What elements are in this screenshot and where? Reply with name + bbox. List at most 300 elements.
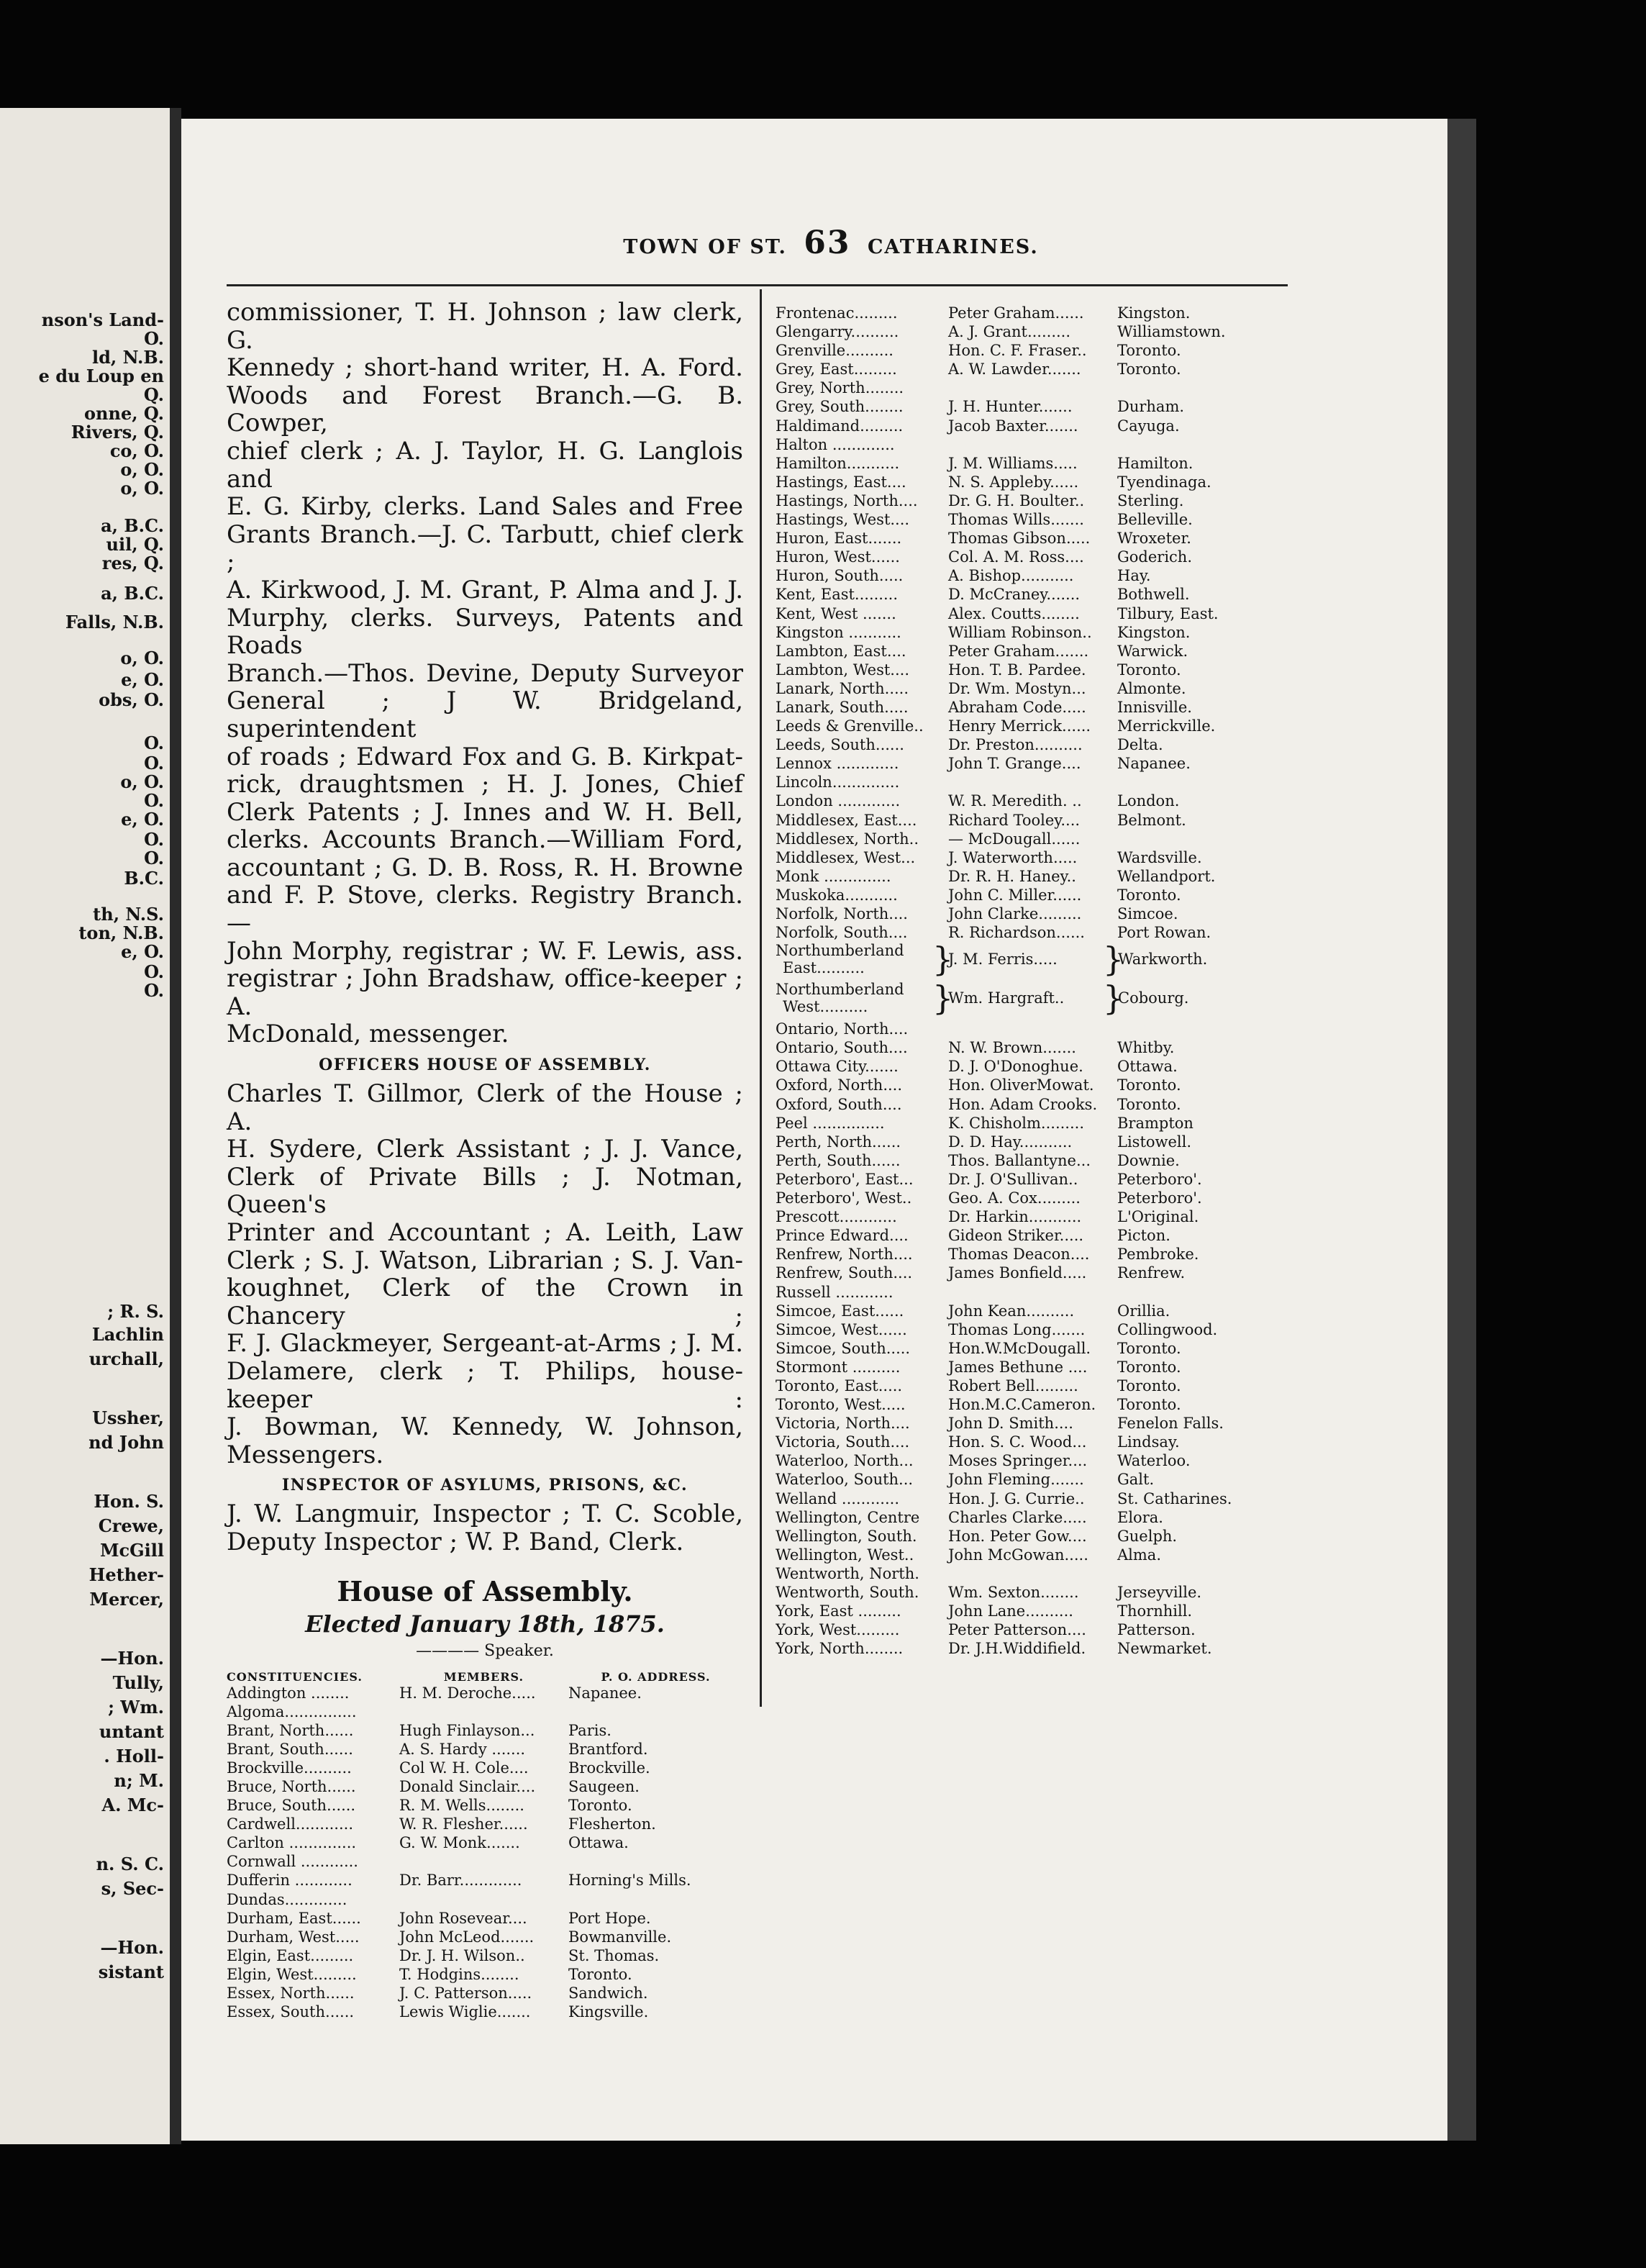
row-constituency: Lanark, North..... [776,679,909,697]
left-page-line: onne, Q. [84,403,164,424]
officers-text [227,1080,743,1469]
row-constituency: West.......... [783,998,868,1016]
text-line: Murphy, clerks. Surveys, Patents and Roads [227,603,743,661]
row-address: Patterson. [1117,1621,1196,1639]
row-address: Newmarket. [1117,1640,1212,1658]
table-row [776,886,1243,904]
row-member: A. S. Hardy ....... [399,1740,526,1758]
row-constituency: Addington ........ [227,1684,350,1702]
row-constituency: Essex, South...... [227,2003,355,2021]
row-constituency: Kingston ........... [776,623,901,641]
row-member: Charles Clarke..... [948,1508,1087,1526]
row-address: Hamilton. [1117,454,1193,472]
table-row [776,1414,1243,1433]
row-member: J. C. Patterson..... [399,1984,532,2002]
row-constituency: Russell ............ [776,1283,894,1301]
row-constituency: Wentworth, North. [776,1564,919,1582]
col-constituencies: CONSTITUENCIES. [227,1669,363,1684]
row-member: Gideon Striker..... [948,1227,1084,1245]
row-member: J. M. Williams..... [948,454,1078,472]
row-member: Thomas Long....... [948,1320,1086,1338]
left-page-line: e, O. [121,669,164,690]
row-address: L'Original. [1117,1208,1199,1226]
row-member [399,1890,568,1909]
table-row [776,830,1243,848]
table-row [227,1984,743,2002]
row-member: D. J. O'Donoghue. [948,1058,1083,1076]
table-row [776,378,1243,397]
row-constituency: Lambton, East.... [776,642,906,660]
row-constituency: Perth, North...... [776,1133,901,1151]
row-member: James Bethune .... [948,1358,1088,1376]
row-address: Ottawa. [568,1834,629,1852]
left-page-line: B.C. [124,868,164,889]
table-row [227,1833,743,1852]
table-row [776,491,1243,510]
row-constituency: Waterloo, North... [776,1452,914,1470]
left-page-line: —Hon. [100,1937,164,1958]
table-row [776,585,1243,604]
row-member [948,1564,1117,1583]
row-constituency: Cardwell............ [227,1815,354,1833]
table-row [776,1620,1243,1639]
left-page-line: O. [144,961,164,982]
row-member: A. W. Lawder....... [948,360,1081,378]
row-member: Richard Tooley.... [948,811,1081,829]
row-constituency: Ottawa City....... [776,1058,899,1076]
table-row [776,529,1243,548]
left-page-line: nd John [88,1432,164,1453]
row-address: Orillia. [1117,1302,1170,1320]
text-line: koughnet, Clerk of the Crown in Chancery ; [227,1274,743,1330]
row-member: D. D. Hay........... [948,1133,1073,1151]
table-row [776,1226,1243,1245]
text-line: accountant ; G. D. B. Ross, R. H. Browne [227,853,743,882]
row-address [568,1890,743,1909]
row-constituency: Leeds & Grenville.. [776,717,924,735]
row-address: Belmont. [1117,811,1186,829]
row-address [1117,1564,1243,1583]
row-member: Dr. Preston.......... [948,736,1083,754]
elected-date: Elected January 18th, 1875. [305,1610,665,1638]
row-constituency: London ............. [776,792,901,810]
row-member: William Robinson.. [948,623,1092,641]
left-page-line: ld, N.B. [91,347,164,368]
row-constituency: York, West......... [776,1621,900,1639]
row-address: Simcoe. [1117,905,1178,922]
table-row [227,1740,743,1759]
table-row [776,566,1243,585]
row-member: John T. Grange.... [948,755,1081,773]
table-row [776,360,1243,378]
left-page-line: nson's Land- [41,309,164,330]
row-member: N. W. Brown....... [948,1039,1076,1057]
table-row [227,1777,743,1796]
row-member: Hon. J. G. Currie.. [948,1489,1085,1507]
row-constituency: Grey, North........ [776,379,904,397]
table-row [776,1076,1243,1094]
header-right: CATHARINES. [867,236,1039,258]
table-row [227,1796,743,1815]
table-row [776,1320,1243,1339]
row-constituency: Peel ............... [776,1114,885,1132]
text-line: Clerk ; S. J. Watson, Librarian ; S. J. Van- [227,1246,743,1275]
row-member: Hon. OliverMowat. [948,1076,1094,1094]
table-row [776,510,1243,529]
table-row [776,1546,1243,1564]
row-constituency: Huron, South..... [776,567,904,585]
left-page-line: Crewe, [98,1515,164,1536]
table-row [776,1470,1243,1489]
table-row [227,1852,743,1871]
row-constituency: Brockville.......... [227,1759,352,1777]
row-constituency: Wentworth, South. [776,1584,919,1601]
table-row [227,1871,743,1890]
row-member: Hon. S. C. Wood... [948,1433,1087,1451]
row-address: Wroxeter. [1117,530,1191,548]
row-member: J. H. Hunter....... [948,398,1073,416]
row-constituency: Toronto, West..... [776,1396,906,1414]
row-constituency: Dundas............. [227,1890,347,1908]
row-address: Sterling. [1117,491,1184,509]
row-member: Hon.M.C.Cameron. [948,1396,1096,1414]
row-constituency: Hastings, West.... [776,511,910,529]
table-row [776,623,1243,642]
table-row [227,1890,743,1909]
row-address: Whitby. [1117,1039,1175,1057]
table-row [776,1151,1243,1170]
table-row [227,1909,743,1928]
table-row [776,1264,1243,1282]
left-page-line: O. [144,753,164,774]
left-page-line: O. [144,328,164,349]
table-row [776,867,1243,886]
text-line: Grants Branch.—J. C. Tarbutt, chief clerk ; [227,520,743,577]
table-row [776,1602,1243,1620]
table-row [776,1189,1243,1207]
inspector-heading: INSPECTOR OF ASYLUMS, PRISONS, &C. [281,1476,688,1495]
row-constituency: Simcoe, East...... [776,1302,904,1320]
row-address: Listowell. [1117,1133,1192,1151]
table-row [776,848,1243,867]
left-page-line: Lachlin [91,1324,164,1345]
table-row [776,1564,1243,1583]
table-row [776,1489,1243,1508]
row-member: Lewis Wiglie....... [399,2003,531,2021]
table-row [776,698,1243,717]
row-constituency: Brant, South...... [227,1740,353,1758]
officers-heading: OFFICERS HOUSE OF ASSEMBLY. [319,1056,651,1075]
row-member: G. W. Monk....... [399,1834,520,1852]
row-constituency: Lennox ............. [776,755,899,773]
left-page-line: O. [144,732,164,753]
row-constituency: Elgin, West......... [227,1965,357,1983]
row-address: Pembroke. [1117,1246,1199,1264]
row-address [568,1702,743,1721]
row-address: Port Hope. [568,1909,651,1927]
text-line: General ; J W. Bridgeland, superintendent [227,686,743,743]
row-member: A. Bishop........... [948,567,1074,585]
row-constituency: Carlton .............. [227,1834,357,1852]
left-page-line: e, O. [121,941,164,962]
table-row [776,473,1243,491]
left-page-line: Q. [143,384,164,405]
row-address: Alma. [1117,1546,1161,1564]
row-address: Delta. [1117,736,1163,754]
row-address: Bothwell. [1117,586,1190,604]
table-row [776,1527,1243,1546]
row-address: Cobourg. [1118,989,1189,1007]
table-row [776,661,1243,679]
left-page-line: res, Q. [101,553,164,573]
row-address: Brampton [1117,1114,1193,1132]
table-row [776,1583,1243,1602]
row-address: Kingston. [1117,304,1191,322]
row-address: Toronto. [1117,1076,1181,1094]
left-page-line: sistant [98,1961,164,1982]
row-constituency: Toronto, East..... [776,1376,903,1394]
page-number: 63 [804,224,851,261]
left-page-line: ton, N.B. [78,922,164,943]
table-row [776,1207,1243,1226]
row-constituency: Renfrew, South.... [776,1264,913,1282]
row-address [1117,773,1243,791]
row-constituency: Huron, West...... [776,548,900,566]
row-address: Tyendinaga. [1117,473,1211,491]
row-member: Dr. Harkin........... [948,1208,1082,1226]
table-row [776,1283,1243,1302]
table-row [776,1302,1243,1320]
running-header [378,224,1284,261]
text-line: clerks. Accounts Branch.—William Ford, [227,825,743,855]
row-constituency: Bruce, South...... [227,1797,356,1815]
row-address: Downie. [1117,1151,1180,1169]
row-address: Paris. [568,1721,611,1739]
row-address: Innisville. [1117,698,1192,716]
left-page-line: Hether- [88,1564,164,1585]
row-member: Donald Sinclair.... [399,1778,536,1795]
row-member: Dr. G. H. Boulter.. [948,491,1085,509]
table-row [776,754,1243,773]
row-constituency: Ontario, North.... [776,1020,909,1038]
text-line: F. J. Glackmeyer, Sergeant-at-Arms ; J. M. [227,1329,743,1358]
row-member: John D. Smith.... [948,1415,1073,1433]
row-member: H. M. Deroche..... [399,1684,536,1702]
row-address: Galt. [1117,1471,1155,1489]
page-edge [1447,119,1476,2141]
text-line: rick, draughtsmen ; H. J. Jones, Chief [227,770,743,799]
row-member: J. Waterworth..... [948,848,1078,866]
row-address: Sandwich. [568,1984,648,2002]
left-page-line: Rivers, Q. [71,422,164,443]
table-row [776,435,1243,454]
table-row [776,1339,1243,1358]
table-row [776,773,1243,791]
row-member: Thos. Ballantyne... [948,1151,1091,1169]
row-address: Peterboro'. [1117,1170,1202,1188]
inspector-text [227,1500,743,1556]
row-address [1117,1020,1243,1038]
row-constituency: Grey, East......... [776,360,897,378]
row-address: Durham. [1117,398,1185,416]
row-member: Thomas Gibson..... [948,530,1091,548]
text-line: Messengers. [227,1440,384,1469]
left-page-fragment [0,108,170,2144]
table-row [776,1133,1243,1151]
row-member: John C. Miller...... [948,886,1082,904]
row-member: W. R. Meredith. .. [948,792,1082,810]
row-member: Peter Graham...... [948,304,1084,322]
row-constituency: York, North........ [776,1640,904,1658]
row-constituency: Frontenac......... [776,304,898,322]
left-page-line: n; M. [114,1770,164,1791]
left-page-line: o, O. [120,648,164,668]
row-address: Brantford. [568,1740,648,1758]
row-constituency: Monk .............. [776,867,891,885]
text-line: Kennedy ; short-hand writer, H. A. Ford. [227,353,743,383]
row-constituency: Durham, East...... [227,1909,361,1927]
text-line: Clerk of Private Bills ; J. Notman, Queen's [227,1162,743,1220]
row-constituency: Northumberland [776,981,904,999]
row-address [1117,1283,1243,1302]
row-address: London. [1117,792,1180,810]
row-member: Col W. H. Cole.... [399,1759,529,1777]
row-member: Hon. C. F. Fraser.. [948,342,1087,360]
row-address: Toronto. [1117,886,1181,904]
text-line: Printer and Accountant ; A. Leith, Law [227,1218,743,1247]
header-left: TOWN OF ST. [623,236,787,258]
table-row [776,341,1243,360]
table-row [776,397,1243,416]
row-constituency: Dufferin ............ [227,1872,353,1890]
assembly-title: House of Assembly. [337,1574,633,1607]
row-constituency: Simcoe, South..... [776,1339,911,1357]
row-address: Renfrew. [1117,1264,1186,1282]
row-address: Wardsville. [1117,848,1202,866]
row-constituency: Simcoe, West...... [776,1320,907,1338]
brace-icon: } [932,979,954,1018]
row-constituency: Lanark, South..... [776,698,909,716]
row-address: Fenelon Falls. [1117,1415,1224,1433]
department-text [227,299,743,1048]
row-constituency: Hastings, North.... [776,491,918,509]
speaker-line: ———— Speaker. [416,1641,554,1660]
left-page-line: —Hon. [100,1648,164,1669]
row-member [948,773,1117,791]
row-constituency: Glengarry.......... [776,323,899,341]
row-address: Toronto. [1117,661,1181,679]
row-constituency: Halton ............. [776,435,895,453]
table-row [776,1376,1243,1395]
row-address: Williamstown. [1117,323,1226,341]
row-address: Napanee. [1117,755,1191,773]
row-address: Brockville. [568,1759,650,1777]
row-constituency: Middlesex, North.. [776,830,919,848]
row-member: Col. A. M. Ross.... [948,548,1084,566]
left-page-line: o, O. [120,459,164,480]
row-address: Tilbury, East. [1117,604,1219,622]
constituency-table-left [227,1684,743,2022]
row-constituency: Algoma............... [227,1702,357,1720]
row-member: Dr. J.H.Widdifield. [948,1640,1086,1658]
table-row [776,304,1243,322]
northumberland-west [776,981,1243,1020]
row-constituency: Muskoka........... [776,886,898,904]
text-line: H. Sydere, Clerk Assistant ; J. J. Vance, [227,1135,743,1164]
table-row [776,1170,1243,1189]
row-address: Peterboro'. [1117,1189,1202,1207]
row-constituency: Hastings, East.... [776,473,906,491]
left-page-line: Falls, N.B. [65,612,164,632]
row-constituency: Grenville.......... [776,342,894,360]
row-constituency: Wellington, Centre [776,1508,920,1526]
brace-icon: } [1103,979,1124,1018]
row-member: R. Richardson...... [948,924,1085,942]
left-page-line: Tully, [112,1672,164,1693]
row-constituency: Grey, South........ [776,398,904,416]
left-page-line: Ussher, [92,1407,164,1428]
left-page-line: O. [144,848,164,868]
row-address: Toronto. [568,1797,632,1815]
row-member: K. Chisholm......... [948,1114,1084,1132]
row-constituency: Perth, South...... [776,1151,901,1169]
row-constituency: Northumberland [776,942,904,960]
table-row [776,1057,1243,1076]
left-page-line: o, O. [120,478,164,499]
row-address: Ottawa. [1117,1058,1178,1076]
row-member: Hon. Peter Gow.... [948,1527,1087,1545]
table-row [776,1433,1243,1451]
text-line: J. Bowman, W. Kennedy, W. Johnson, [227,1412,743,1442]
table-row [776,679,1243,698]
row-constituency: Cornwall ............ [227,1853,358,1871]
table-row [776,1020,1243,1038]
left-page-line: s, Sec- [101,1878,164,1899]
table-row [776,1038,1243,1057]
text-line: Delamere, clerk ; T. Philips, house-keeper : [227,1356,743,1414]
table-row [227,1702,743,1721]
table-row [776,791,1243,810]
row-constituency: Prince Edward.... [776,1227,909,1245]
row-address: Warwick. [1117,642,1188,660]
table-row [776,1095,1243,1114]
row-member: Abraham Code..... [948,698,1086,716]
table-row [776,811,1243,830]
text-line: chief clerk ; A. J. Taylor, H. G. Langlois and [227,436,743,494]
left-page-line: O. [144,790,164,811]
left-page-line: a, B.C. [101,583,164,604]
row-member [948,1020,1117,1038]
table-row [776,904,1243,923]
row-address: Belleville. [1117,511,1193,529]
table-row [776,1451,1243,1470]
row-constituency: Haldimand......... [776,417,904,435]
row-address: Flesherton. [568,1815,656,1833]
row-member: Dr. J. H. Wilson.. [399,1946,525,1964]
row-member [948,1283,1117,1302]
row-member: Hugh Finlayson... [399,1721,535,1739]
text-line: registrar ; John Bradshaw, office-keeper ; A. [227,964,743,1021]
brace-icon: } [1103,940,1124,979]
row-constituency: Norfolk, South.... [776,924,908,942]
row-address [1117,830,1243,848]
row-address: Almonte. [1117,679,1186,697]
row-address: Horning's Mills. [568,1872,691,1890]
row-address: Toronto. [1117,1095,1181,1113]
left-page-line: ; Wm. [108,1697,164,1718]
row-constituency: Prescott............ [776,1208,897,1226]
table-row [776,1395,1243,1414]
